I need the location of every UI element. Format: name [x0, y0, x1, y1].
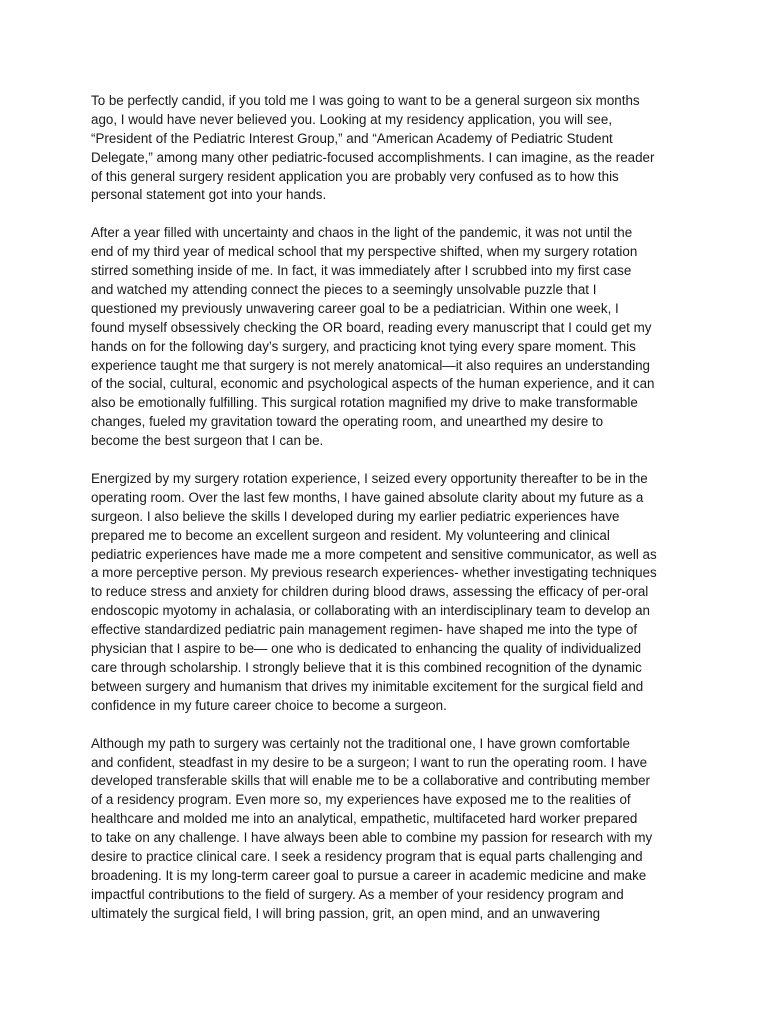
text-line: questioned my previously unwavering career goal to be a pediatrician. Within one week, I	[91, 300, 619, 316]
text-line: end of my third year of medical school that my perspective shifted, when my surgery rotation	[91, 244, 638, 260]
text-line: stirred something inside of me. In fact, it was immediately after I scrubbed into my first case	[91, 263, 632, 279]
text-line: healthcare and molded me into an analytical, empathetic, multifaceted hard worker prepared	[91, 811, 638, 827]
text-line: endoscopic myotomy in achalasia, or collaborating with an interdisciplinary team to develop an	[91, 603, 650, 619]
text-line: and confident, steadfast in my desire to be a surgeon; I want to run the operating room. I have	[91, 754, 648, 770]
text-line: become the best surgeon that I can be.	[91, 433, 324, 449]
text-line: a more perceptive person. My previous research experiences- whether investigating techniques	[91, 565, 657, 581]
text-line: personal statement got into your hands.	[91, 187, 327, 203]
text-line: of this general surgery resident application you are probably very confused as to how this	[91, 168, 619, 184]
text-line: “President of the Pediatric Interest Group,” and “American Academy of Pediatric Student	[91, 130, 613, 146]
text-line: between surgery and humanism that drives my inimitable excitement for the surgical field and	[91, 678, 644, 694]
paragraph-1	[91, 92, 691, 205]
text-line: experience taught me that surgery is not merely anatomical—it also requires an understanding	[91, 357, 650, 373]
text-line: broadening. It is my long-term career goal to pursue a career in academic medicine and make	[91, 867, 647, 883]
text-line: and watched my attending connect the pieces to a seemingly unsolvable puzzle that I	[91, 282, 597, 298]
text-line: pediatric experiences have made me a more competent and sensitive communicator, as well as	[91, 546, 657, 562]
text-line: ago, I would have never believed you. Looking at my residency application, you will see,	[91, 111, 613, 127]
text-line: hands on for the following day’s surgery, and practicing knot tying every spare moment. This	[91, 338, 636, 354]
text-line: impactful contributions to the field of surgery. As a member of your residency program and	[91, 886, 624, 902]
text-line: also be emotionally fulfilling. This surgical rotation magnified my drive to make transformable	[91, 395, 638, 411]
text-line: To be perfectly candid, if you told me I was going to want to be a general surgeon six months	[91, 93, 640, 108]
text-line: found myself obsessively checking the OR board, reading every manuscript that I could get my	[91, 319, 652, 335]
text-line: confidence in my future career choice to become a surgeon.	[91, 697, 447, 713]
text-line: prepared me to become an excellent surgeon and resident. My volunteering and clinical	[91, 527, 610, 543]
text-line: Although my path to surgery was certainly not the traditional one, I have grown comfortable	[91, 735, 630, 751]
paragraph-3	[91, 470, 691, 716]
paragraph-2	[91, 224, 691, 451]
text-line: Delegate,” among many other pediatric-focused accomplishments. I can imagine, as the reader	[91, 149, 655, 165]
text-line: of a residency program. Even more so, my experiences have exposed me to the realities of	[91, 792, 631, 808]
text-line: Energized by my surgery rotation experience, I seized every opportunity thereafter to be in the	[91, 471, 648, 487]
text-line: After a year filled with uncertainty and chaos in the light of the pandemic, it was not until the	[91, 225, 633, 241]
text-line: ultimately the surgical field, I will bring passion, grit, an open mind, and an unwavering	[91, 905, 601, 921]
text-line: to reduce stress and anxiety for children during blood draws, assessing the efficacy of per-oral	[91, 584, 649, 600]
paragraph-4	[91, 735, 691, 924]
document-body	[91, 92, 691, 943]
text-line: surgeon. I also believe the skills I developed during my earlier pediatric experiences have	[91, 508, 620, 524]
text-line: changes, fueled my gravitation toward the operating room, and unearthed my desire to	[91, 414, 604, 430]
text-line: effective standardized pediatric pain management regimen- have shaped me into the type of	[91, 622, 638, 638]
text-line: of the social, cultural, economic and psychological aspects of the human experience, and it can	[91, 376, 655, 392]
text-line: to take on any challenge. I have always been able to combine my passion for research with my	[91, 830, 653, 846]
text-line: care through scholarship. I strongly believe that it is this combined recognition of the dynamic	[91, 659, 642, 675]
text-line: developed transferable skills that will enable me to be a collaborative and contributing member	[91, 773, 651, 789]
text-line: physician that I aspire to be— one who is dedicated to enhancing the quality of individualized	[91, 641, 642, 657]
text-line: operating room. Over the last few months, I have gained absolute clarity about my future as a	[91, 489, 644, 505]
text-line: desire to practice clinical care. I seek a residency program that is equal parts challenging and	[91, 848, 643, 864]
